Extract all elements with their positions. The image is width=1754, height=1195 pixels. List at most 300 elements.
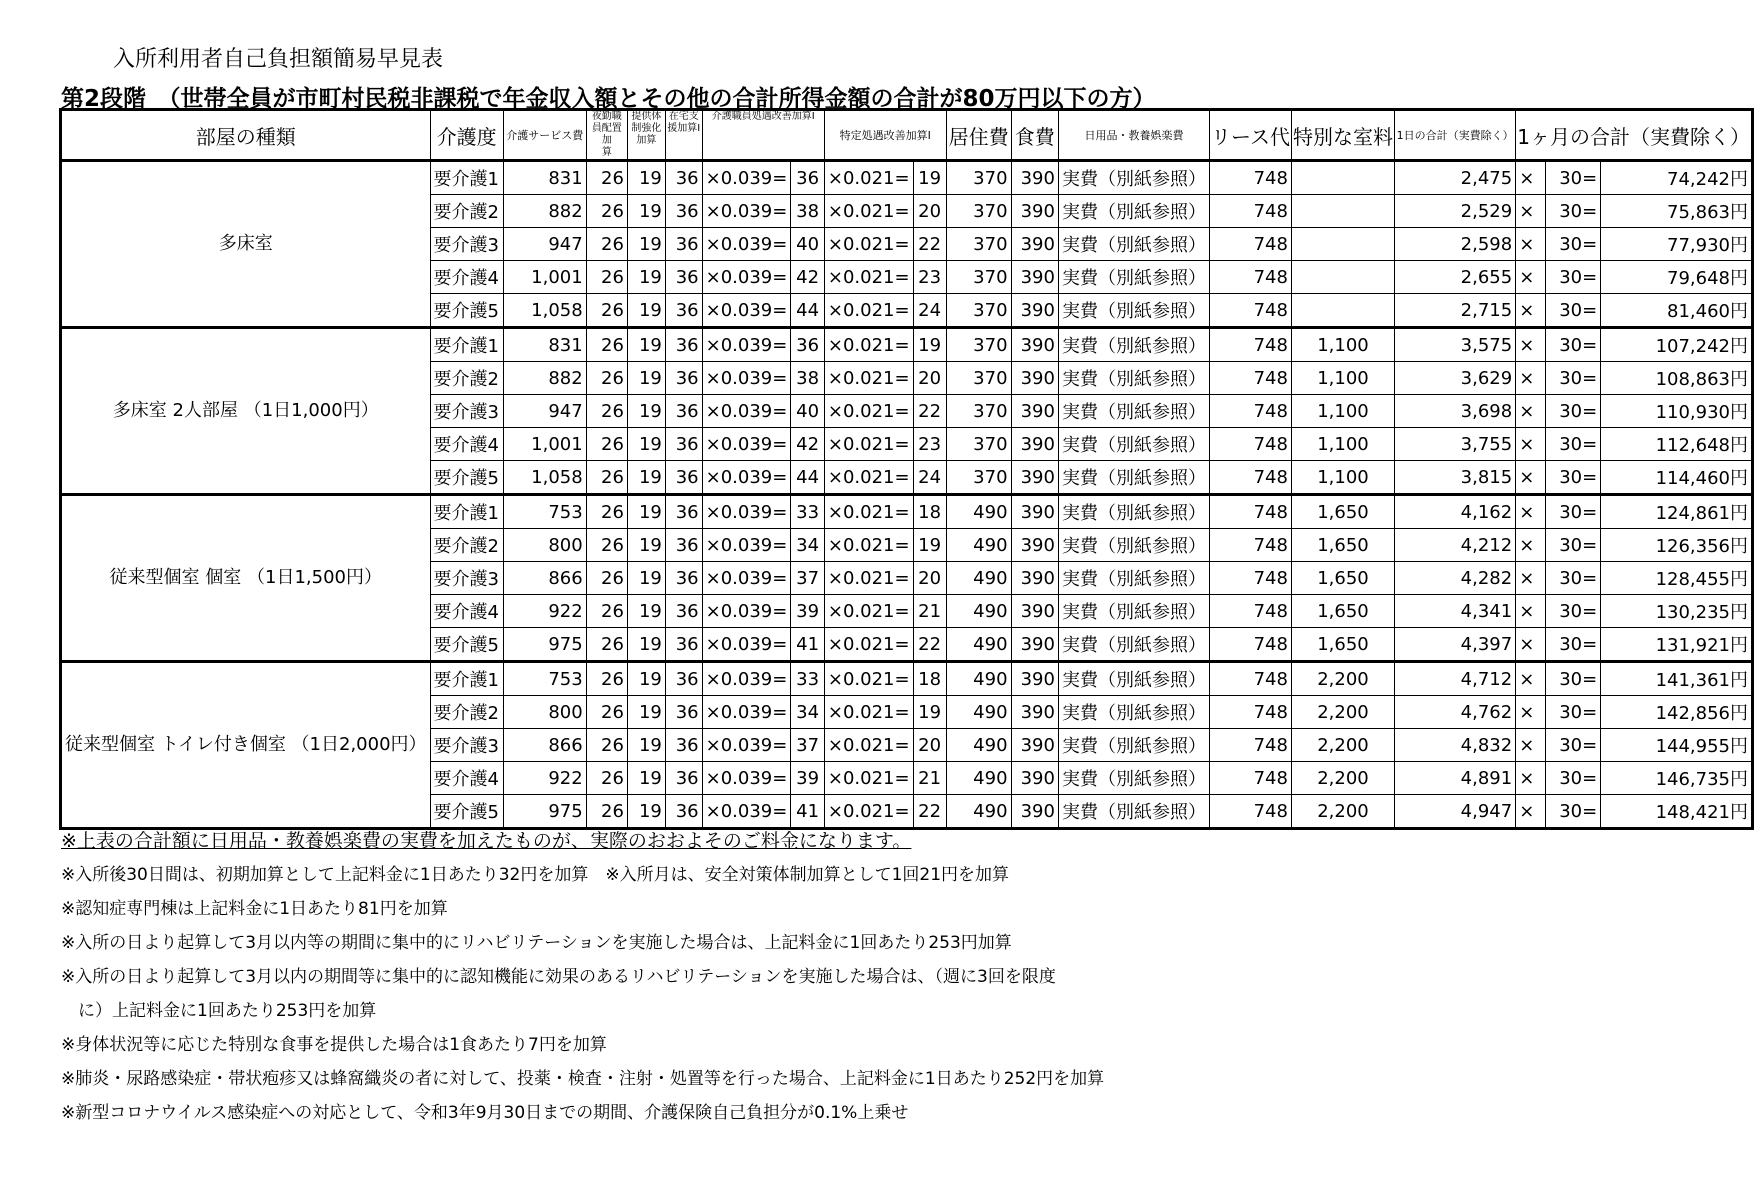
treat-value-cell: 38 (791, 195, 825, 228)
treat-value-cell: 42 (791, 261, 825, 294)
daily-goods-cell: 実費（別紙参照） (1058, 428, 1209, 461)
room-type-cell: 多床室 (61, 161, 431, 328)
food-cell: 390 (1011, 595, 1058, 628)
special-room-cell (1291, 161, 1394, 195)
lease-cell: 748 (1209, 428, 1291, 461)
home-support-cell: 36 (665, 662, 702, 696)
yen-unit: 円 (1730, 235, 1748, 256)
treat-value-cell: 33 (791, 662, 825, 696)
food-cell: 390 (1011, 228, 1058, 261)
day-total-cell: 2,598 (1394, 228, 1515, 261)
service-fee-cell: 800 (503, 696, 586, 729)
month-total-value: 141,361 (1655, 670, 1730, 691)
service-fee-cell: 1,001 (503, 261, 586, 294)
care-level-cell: 要介護3 (430, 562, 503, 595)
lease-cell: 748 (1209, 362, 1291, 395)
lease-cell: 748 (1209, 461, 1291, 495)
special-room-cell (1291, 195, 1394, 228)
lease-cell: 748 (1209, 195, 1291, 228)
treat-multiplier-cell: ×0.039= (702, 195, 791, 228)
residence-cell: 490 (946, 795, 1011, 829)
special-room-cell: 1,650 (1291, 628, 1394, 662)
month-total-cell (1601, 228, 1753, 261)
residence-cell: 370 (946, 362, 1011, 395)
table-row (61, 328, 1753, 362)
header-special: 特別な室料 (1291, 110, 1394, 161)
daily-goods-cell: 実費（別紙参照） (1058, 529, 1209, 562)
residence-cell: 490 (946, 628, 1011, 662)
night-staff-cell: 26 (586, 696, 627, 729)
treat-value-cell: 41 (791, 628, 825, 662)
service-fee-cell: 882 (503, 362, 586, 395)
fee-table (59, 108, 1754, 830)
header-row (61, 110, 1753, 161)
times-cell: × (1516, 795, 1546, 829)
service-fee-cell: 1,058 (503, 294, 586, 328)
specific-value-cell: 21 (913, 595, 946, 628)
care-level-cell: 要介護5 (430, 461, 503, 495)
daily-goods-cell: 実費（別紙参照） (1058, 261, 1209, 294)
times-cell: × (1516, 696, 1546, 729)
daily-goods-cell: 実費（別紙参照） (1058, 461, 1209, 495)
month-total-cell (1601, 161, 1753, 195)
daily-goods-cell: 実費（別紙参照） (1058, 395, 1209, 428)
specific-value-cell: 22 (913, 395, 946, 428)
header-specific: 特定処遇改善加算Ⅰ (824, 110, 946, 161)
care-level-cell: 要介護3 (430, 729, 503, 762)
day-total-cell: 4,891 (1394, 762, 1515, 795)
care-level-cell: 要介護1 (430, 495, 503, 529)
specific-value-cell: 22 (913, 628, 946, 662)
care-level-cell: 要介護5 (430, 294, 503, 328)
note-line: ※入所の日より起算して3月以内等の期間に集中的にリハビリテーションを実施した場合は、上記料金に1回あたり253円加算 (61, 933, 1012, 953)
specific-multiplier-cell: ×0.021= (824, 161, 913, 195)
treat-multiplier-cell: ×0.039= (702, 762, 791, 795)
daily-goods-cell: 実費（別紙参照） (1058, 195, 1209, 228)
specific-multiplier-cell: ×0.021= (824, 795, 913, 829)
month-total-cell (1601, 195, 1753, 228)
service-fee-cell: 753 (503, 662, 586, 696)
header-food: 食費 (1011, 110, 1058, 161)
residence-cell: 490 (946, 729, 1011, 762)
month-total-cell (1601, 428, 1753, 461)
service-fee-cell: 866 (503, 562, 586, 595)
month-total-value: 148,421 (1655, 802, 1730, 823)
home-support-cell: 36 (665, 529, 702, 562)
specific-value-cell: 22 (913, 795, 946, 829)
times-cell: × (1516, 195, 1546, 228)
treat-multiplier-cell: ×0.039= (702, 729, 791, 762)
special-room-cell: 1,650 (1291, 495, 1394, 529)
night-staff-cell: 26 (586, 294, 627, 328)
lease-cell: 748 (1209, 228, 1291, 261)
night-staff-cell: 26 (586, 529, 627, 562)
food-cell: 390 (1011, 762, 1058, 795)
treat-value-cell: 40 (791, 228, 825, 261)
service-fee-cell: 975 (503, 628, 586, 662)
special-room-cell: 1,100 (1291, 362, 1394, 395)
food-cell: 390 (1011, 628, 1058, 662)
month-total-value: 110,930 (1655, 402, 1730, 423)
night-staff-cell: 26 (586, 662, 627, 696)
specific-multiplier-cell: ×0.021= (824, 662, 913, 696)
night-staff-cell: 26 (586, 729, 627, 762)
treat-value-cell: 38 (791, 362, 825, 395)
day-total-cell: 4,712 (1394, 662, 1515, 696)
lease-cell: 748 (1209, 328, 1291, 362)
specific-multiplier-cell: ×0.021= (824, 729, 913, 762)
specific-multiplier-cell: ×0.021= (824, 395, 913, 428)
times-cell: × (1516, 662, 1546, 696)
residence-cell: 490 (946, 762, 1011, 795)
home-support-cell: 36 (665, 428, 702, 461)
note-line: ※新型コロナウイルス感染症への対応として、令和3年9月30日までの期間、介護保険自己負担分が0.1%上乗せ (61, 1103, 909, 1123)
month-total-cell (1601, 729, 1753, 762)
treat-value-cell: 44 (791, 294, 825, 328)
month-total-cell (1601, 395, 1753, 428)
month-total-value: 107,242 (1655, 336, 1730, 357)
times-cell: × (1516, 328, 1546, 362)
treat-multiplier-cell: ×0.039= (702, 562, 791, 595)
provision-cell: 19 (627, 696, 665, 729)
residence-cell: 370 (946, 228, 1011, 261)
header-daily: 日用品・教養娯楽費 (1058, 110, 1209, 161)
notes-section (61, 824, 1104, 1130)
care-level-cell: 要介護2 (430, 362, 503, 395)
specific-value-cell: 21 (913, 762, 946, 795)
daily-goods-cell: 実費（別紙参照） (1058, 328, 1209, 362)
daily-goods-cell: 実費（別紙参照） (1058, 495, 1209, 529)
residence-cell: 370 (946, 328, 1011, 362)
note-line: ※入所の日より起算して3月以内の期間等に集中的に認知機能に効果のあるリハビリテーションを実施した場合は、（週に3回を限度 (61, 967, 1056, 987)
special-room-cell: 1,100 (1291, 395, 1394, 428)
note-line: ※肺炎・尿路感染症・帯状疱疹又は蜂窩織炎の者に対して、投薬・検査・注射・処置等を行った場合、上記料金に1日あたり252円を加算 (61, 1069, 1105, 1089)
days-cell: 30= (1546, 395, 1601, 428)
provision-cell: 19 (627, 729, 665, 762)
food-cell: 390 (1011, 428, 1058, 461)
food-cell: 390 (1011, 362, 1058, 395)
provision-cell: 19 (627, 595, 665, 628)
specific-multiplier-cell: ×0.021= (824, 696, 913, 729)
home-support-cell: 36 (665, 395, 702, 428)
treat-value-cell: 40 (791, 395, 825, 428)
residence-cell: 490 (946, 562, 1011, 595)
treat-multiplier-cell: ×0.039= (702, 161, 791, 195)
night-staff-cell: 26 (586, 161, 627, 195)
month-total-value: 74,242 (1667, 169, 1730, 190)
specific-multiplier-cell: ×0.021= (824, 261, 913, 294)
food-cell: 390 (1011, 529, 1058, 562)
service-fee-cell: 866 (503, 729, 586, 762)
care-level-cell: 要介護1 (430, 662, 503, 696)
lease-cell: 748 (1209, 294, 1291, 328)
night-staff-cell: 26 (586, 228, 627, 261)
care-level-cell: 要介護2 (430, 696, 503, 729)
night-staff-cell: 26 (586, 562, 627, 595)
specific-multiplier-cell: ×0.021= (824, 562, 913, 595)
yen-unit: 円 (1730, 468, 1748, 489)
provision-cell: 19 (627, 495, 665, 529)
special-room-cell: 2,200 (1291, 729, 1394, 762)
residence-cell: 370 (946, 395, 1011, 428)
day-total-cell: 2,475 (1394, 161, 1515, 195)
specific-value-cell: 20 (913, 562, 946, 595)
month-total-value: 131,921 (1655, 635, 1730, 656)
yen-unit: 円 (1730, 703, 1748, 724)
treat-multiplier-cell: ×0.039= (702, 696, 791, 729)
daily-goods-cell: 実費（別紙参照） (1058, 294, 1209, 328)
yen-unit: 円 (1730, 769, 1748, 790)
yen-unit: 円 (1730, 602, 1748, 623)
page-subtitle: 第2段階 （世帯全員が市町村民税非課税で年金収入額とその他の合計所得金額の合計が80万円以下の方） (61, 86, 1156, 112)
special-room-cell: 2,200 (1291, 762, 1394, 795)
yen-unit: 円 (1730, 536, 1748, 557)
night-staff-cell: 26 (586, 328, 627, 362)
lease-cell: 748 (1209, 562, 1291, 595)
lease-cell: 748 (1209, 662, 1291, 696)
provision-cell: 19 (627, 428, 665, 461)
care-level-cell: 要介護3 (430, 228, 503, 261)
service-fee-cell: 1,001 (503, 428, 586, 461)
care-level-cell: 要介護4 (430, 762, 503, 795)
specific-value-cell: 23 (913, 261, 946, 294)
treat-value-cell: 36 (791, 161, 825, 195)
room-type-cell: 従来型個室 トイレ付き個室 （1日2,000円） (61, 662, 431, 829)
provision-cell: 19 (627, 529, 665, 562)
month-total-value: 114,460 (1655, 468, 1730, 489)
month-total-value: 75,863 (1667, 202, 1730, 223)
special-room-cell (1291, 228, 1394, 261)
provision-cell: 19 (627, 562, 665, 595)
special-room-cell (1291, 294, 1394, 328)
treat-value-cell: 33 (791, 495, 825, 529)
page-title: 入所利用者自己負担額簡易早見表 (113, 47, 444, 72)
times-cell: × (1516, 228, 1546, 261)
yen-unit: 円 (1730, 736, 1748, 757)
night-staff-cell: 26 (586, 461, 627, 495)
daily-goods-cell: 実費（別紙参照） (1058, 729, 1209, 762)
residence-cell: 490 (946, 662, 1011, 696)
specific-multiplier-cell: ×0.021= (824, 195, 913, 228)
lease-cell: 748 (1209, 795, 1291, 829)
special-room-cell (1291, 261, 1394, 294)
month-total-value: 130,235 (1655, 602, 1730, 623)
month-total-value: 142,856 (1655, 703, 1730, 724)
food-cell: 390 (1011, 161, 1058, 195)
care-level-cell: 要介護5 (430, 795, 503, 829)
service-fee-cell: 882 (503, 195, 586, 228)
note-line: ※身体状況等に応じた特別な食事を提供した場合は1食あたり7円を加算 (61, 1035, 607, 1055)
specific-value-cell: 20 (913, 729, 946, 762)
day-total-cell: 4,212 (1394, 529, 1515, 562)
month-total-cell (1601, 529, 1753, 562)
days-cell: 30= (1546, 461, 1601, 495)
treat-value-cell: 42 (791, 428, 825, 461)
header-daytotal: 1日の合計（実費除く） (1394, 110, 1515, 161)
residence-cell: 370 (946, 294, 1011, 328)
treat-multiplier-cell: ×0.039= (702, 495, 791, 529)
service-fee-cell: 1,058 (503, 461, 586, 495)
daily-goods-cell: 実費（別紙参照） (1058, 362, 1209, 395)
yen-unit: 円 (1730, 503, 1748, 524)
yen-unit: 円 (1730, 635, 1748, 656)
yen-unit: 円 (1730, 369, 1748, 390)
month-total-cell (1601, 762, 1753, 795)
food-cell: 390 (1011, 395, 1058, 428)
times-cell: × (1516, 729, 1546, 762)
day-total-cell: 2,715 (1394, 294, 1515, 328)
month-total-value: 79,648 (1667, 268, 1730, 289)
daily-goods-cell: 実費（別紙参照） (1058, 662, 1209, 696)
provision-cell: 19 (627, 161, 665, 195)
note-line: ※認知症専門棟は上記料金に1日あたり81円を加算 (61, 899, 448, 919)
food-cell: 390 (1011, 195, 1058, 228)
days-cell: 30= (1546, 595, 1601, 628)
times-cell: × (1516, 495, 1546, 529)
night-staff-cell: 26 (586, 195, 627, 228)
days-cell: 30= (1546, 328, 1601, 362)
home-support-cell: 36 (665, 294, 702, 328)
home-support-cell: 36 (665, 228, 702, 261)
provision-cell: 19 (627, 195, 665, 228)
home-support-cell: 36 (665, 495, 702, 529)
provision-cell: 19 (627, 461, 665, 495)
treat-value-cell: 37 (791, 562, 825, 595)
special-room-cell: 2,200 (1291, 696, 1394, 729)
lease-cell: 748 (1209, 729, 1291, 762)
table-row (61, 495, 1753, 529)
lease-cell: 748 (1209, 628, 1291, 662)
special-room-cell: 1,100 (1291, 428, 1394, 461)
home-support-cell: 36 (665, 595, 702, 628)
residence-cell: 370 (946, 428, 1011, 461)
residence-cell: 370 (946, 261, 1011, 294)
food-cell: 390 (1011, 261, 1058, 294)
header-residence: 居住費 (946, 110, 1011, 161)
header-room: 部屋の種類 (61, 110, 431, 161)
treat-multiplier-cell: ×0.039= (702, 228, 791, 261)
days-cell: 30= (1546, 362, 1601, 395)
yen-unit: 円 (1730, 802, 1748, 823)
provision-cell: 19 (627, 294, 665, 328)
care-level-cell: 要介護4 (430, 595, 503, 628)
specific-multiplier-cell: ×0.021= (824, 228, 913, 261)
times-cell: × (1516, 161, 1546, 195)
provision-cell: 19 (627, 628, 665, 662)
treat-multiplier-cell: ×0.039= (702, 328, 791, 362)
treat-multiplier-cell: ×0.039= (702, 529, 791, 562)
times-cell: × (1516, 362, 1546, 395)
times-cell: × (1516, 562, 1546, 595)
days-cell: 30= (1546, 762, 1601, 795)
treat-value-cell: 34 (791, 696, 825, 729)
treat-multiplier-cell: ×0.039= (702, 261, 791, 294)
day-total-cell: 4,832 (1394, 729, 1515, 762)
days-cell: 30= (1546, 261, 1601, 294)
service-fee-cell: 800 (503, 529, 586, 562)
specific-value-cell: 24 (913, 294, 946, 328)
special-room-cell: 2,200 (1291, 795, 1394, 829)
daily-goods-cell: 実費（別紙参照） (1058, 595, 1209, 628)
daily-goods-cell: 実費（別紙参照） (1058, 628, 1209, 662)
specific-multiplier-cell: ×0.021= (824, 762, 913, 795)
treat-multiplier-cell: ×0.039= (702, 294, 791, 328)
times-cell: × (1516, 395, 1546, 428)
service-fee-cell: 922 (503, 762, 586, 795)
specific-multiplier-cell: ×0.021= (824, 628, 913, 662)
times-cell: × (1516, 428, 1546, 461)
treat-multiplier-cell: ×0.039= (702, 461, 791, 495)
special-room-cell: 1,650 (1291, 595, 1394, 628)
daily-goods-cell: 実費（別紙参照） (1058, 762, 1209, 795)
residence-cell: 490 (946, 495, 1011, 529)
night-staff-cell: 26 (586, 261, 627, 294)
month-total-value: 126,356 (1655, 536, 1730, 557)
treat-multiplier-cell: ×0.039= (702, 662, 791, 696)
month-total-value: 124,861 (1655, 503, 1730, 524)
days-cell: 30= (1546, 729, 1601, 762)
lease-cell: 748 (1209, 261, 1291, 294)
care-level-cell: 要介護2 (430, 195, 503, 228)
food-cell: 390 (1011, 461, 1058, 495)
treat-value-cell: 41 (791, 795, 825, 829)
service-fee-cell: 831 (503, 328, 586, 362)
days-cell: 30= (1546, 161, 1601, 195)
header-night: 夜勤職員配置加 算 (586, 110, 627, 161)
days-cell: 30= (1546, 562, 1601, 595)
daily-goods-cell: 実費（別紙参照） (1058, 161, 1209, 195)
food-cell: 390 (1011, 294, 1058, 328)
day-total-cell: 3,629 (1394, 362, 1515, 395)
yen-unit: 円 (1730, 169, 1748, 190)
food-cell: 390 (1011, 495, 1058, 529)
lease-cell: 748 (1209, 395, 1291, 428)
header-care: 介護度 (430, 110, 503, 161)
day-total-cell: 4,397 (1394, 628, 1515, 662)
days-cell: 30= (1546, 195, 1601, 228)
night-staff-cell: 26 (586, 428, 627, 461)
day-total-cell: 2,529 (1394, 195, 1515, 228)
note-line: ※上表の合計額に日用品・教養娯楽費の実費を加えたものが、実際のおおよそのご料金になります。 (61, 830, 912, 852)
month-total-cell (1601, 628, 1753, 662)
special-room-cell: 2,200 (1291, 662, 1394, 696)
times-cell: × (1516, 762, 1546, 795)
treat-multiplier-cell: ×0.039= (702, 428, 791, 461)
treat-value-cell: 44 (791, 461, 825, 495)
home-support-cell: 36 (665, 762, 702, 795)
food-cell: 390 (1011, 696, 1058, 729)
table-row (61, 161, 1753, 195)
yen-unit: 円 (1730, 301, 1748, 322)
treat-multiplier-cell: ×0.039= (702, 362, 791, 395)
day-total-cell: 3,815 (1394, 461, 1515, 495)
daily-goods-cell: 実費（別紙参照） (1058, 562, 1209, 595)
home-support-cell: 36 (665, 362, 702, 395)
times-cell: × (1516, 461, 1546, 495)
specific-value-cell: 19 (913, 529, 946, 562)
treat-value-cell: 37 (791, 729, 825, 762)
care-level-cell: 要介護3 (430, 395, 503, 428)
month-total-cell (1601, 328, 1753, 362)
service-fee-cell: 922 (503, 595, 586, 628)
specific-multiplier-cell: ×0.021= (824, 328, 913, 362)
days-cell: 30= (1546, 294, 1601, 328)
room-type-cell: 多床室 2人部屋 （1日1,000円） (61, 328, 431, 495)
specific-multiplier-cell: ×0.021= (824, 362, 913, 395)
month-total-cell (1601, 696, 1753, 729)
header-monthtotal: 1ヶ月の合計（実費除く） (1516, 110, 1753, 161)
night-staff-cell: 26 (586, 395, 627, 428)
